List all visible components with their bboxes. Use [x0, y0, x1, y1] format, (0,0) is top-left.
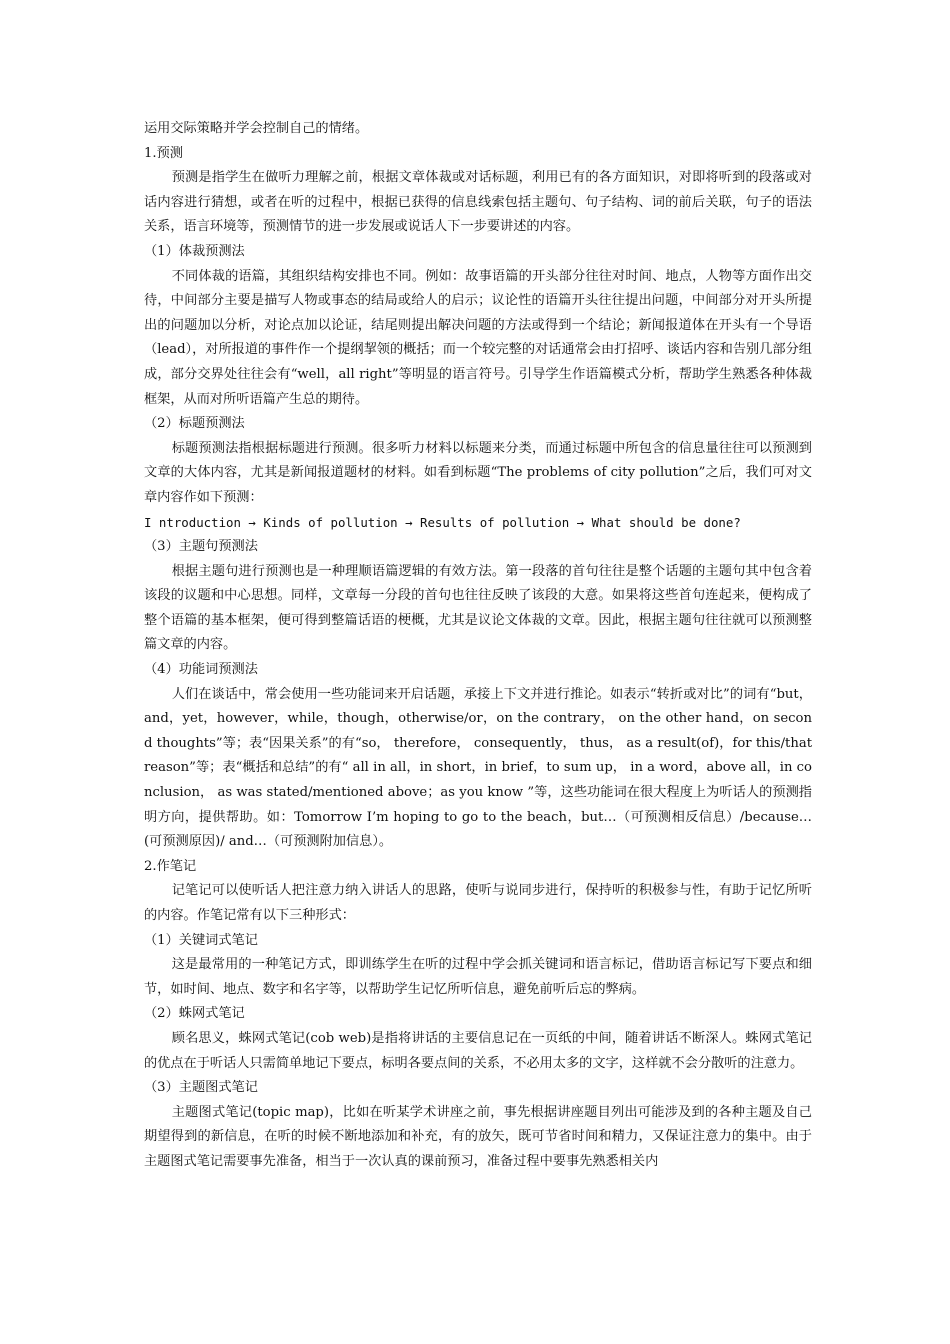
- subheading-title-prediction: （2）标题预测法: [144, 416, 245, 432]
- genre-prediction-paragraph: 不同体裁的语篇，其组织结构安排也不同。例如：故事语篇的开头部分往往对时间、地点，人物等方面作出交待，中间部分主要是描写人物或事态的结局或给人的启示；议论性的语篇开头往往提出问题，中间部分对开头所提出的问题加以分析，对论点加以论证，结尾则提出解决问题的方法或得到一个结论；新闻报道体在开头有一个导语（lead），对所报道的事件作一个提纲挈领的概括；而一个较完整的对话通常会由打招呼、谈话内容和告别几部分组成，部分交界处往往会有“well，all right”等明显的语言符号。引导学生作语篇模式分析，帮助学生熟悉各种体裁框架，从而对所听语篇产生总的期待。: [144, 268, 812, 407]
- document-body: [144, 117, 812, 1175]
- prediction-paragraph: 预测是指学生在做听力理解之前，根据文章体裁或对话标题，利用已有的各方面知识，对即将听到的段落或对话内容进行猜想，或者在听的过程中，根据已获得的信息线索包括主题句、句子结构、词的前后关联，句子的语法关系，语言环境等，预测情节的进一步发展或说话人下一步要讲述的内容。: [144, 170, 812, 235]
- section-heading-prediction: 1.预测: [144, 145, 183, 161]
- topic-sentence-paragraph: 根据主题句进行预测也是一种理顺语篇逻辑的有效方法。第一段落的首句往往是整个话题的主题句其中包含着该段的议题和中心思想。同样，文章每一分段的首句也往往反映了该段的大意。如果将这些首句连起来，便构成了整个语篇的基本框架，便可得到整篇话语的梗概，尤其是议论文体裁的文章。因此，根据主题句往往就可以预测整篇文章的内容。: [144, 563, 812, 653]
- section-heading-note-taking: 2.作笔记: [144, 858, 197, 874]
- topic-map-notes-paragraph: 主题图式笔记(topic map)，比如在听某学术讲座之前，事先根据讲座题目列出可能涉及到的各种主题及自己期望得到的新信息，在听的时候不断地添加和补充，有的放矢，既可节省时间和精力，又保证注意力的集中。由于主题图式笔记需要事先准备，相当于一次认真的课前预习，准备过程中要事先熟悉相关内: [144, 1104, 812, 1169]
- prediction-flow-line: I ntroduction → Kinds of pollution → Results of pollution → What should be done?: [144, 514, 741, 530]
- subheading-keyword-notes: （1）关键词式笔记: [144, 932, 258, 948]
- keyword-notes-paragraph: 这是最常用的一种笔记方式，即训练学生在听的过程中学会抓关键词和语言标记，借助语言标记写下要点和细节，如时间、地点、数字和名字等，以帮助学生记忆所听信息，避免前听后忘的弊病。: [144, 957, 812, 997]
- subheading-function-word-prediction: （4）功能词预测法: [144, 662, 258, 678]
- intro-line: 运用交际策略并学会控制自己的情绪。: [144, 121, 369, 136]
- subheading-genre-prediction: （1）体裁预测法: [144, 243, 245, 259]
- note-taking-paragraph: 记笔记可以使听话人把注意力纳入讲话人的思路，使听与说同步进行，保持听的积极参与性，有助于记忆所听的内容。作笔记常有以下三种形式：: [144, 883, 812, 923]
- subheading-topic-sentence-prediction: （3）主题句预测法: [144, 539, 258, 555]
- subheading-cobweb-notes: （2）蛛网式笔记: [144, 1006, 245, 1022]
- function-word-paragraph: 人们在谈话中，常会使用一些功能词来开启话题，承接上下文并进行推论。如表示“转折或对比”的词有“but，and，yet，however，while，though，otherwise/or，on the contrary， on the other hand，on second thoughts”等；表“因果关系”的有“so， therefore， consequently， thus， as a result(of)，for this/that reason”等；表“概括和总结”的有“ all in all，in short，in brief，to sum up， in a word，above all，in conclusion， as was stated/mentioned above；as you know ”等，这些功能词在很大程度上为听话人的预测指明方向，提供帮助。如：Tomorrow I’m hoping to go to the beach，but…（可预测相反信息）/because…(可预测原因)/ and…（可预测附加信息）。: [144, 686, 812, 850]
- subheading-topic-map-notes: （3）主题图式笔记: [144, 1080, 258, 1096]
- cobweb-notes-paragraph: 顾名思义，蛛网式笔记(cob web)是指将讲话的主要信息记在一页纸的中间，随着讲话不断深人。蛛网式笔记的优点在于听话人只需简单地记下要点，标明各要点间的关系，不必用太多的文字，这样就不会分散听的注意力。: [144, 1030, 812, 1071]
- title-prediction-paragraph: 标题预测法指根据标题进行预测。很多听力材料以标题来分类，而通过标题中所包含的信息量往往可以预测到文章的大体内容，尤其是新闻报道题材的材料。如看到标题“The problems of city pollution”之后，我们可对文章内容作如下预测：: [144, 440, 812, 505]
